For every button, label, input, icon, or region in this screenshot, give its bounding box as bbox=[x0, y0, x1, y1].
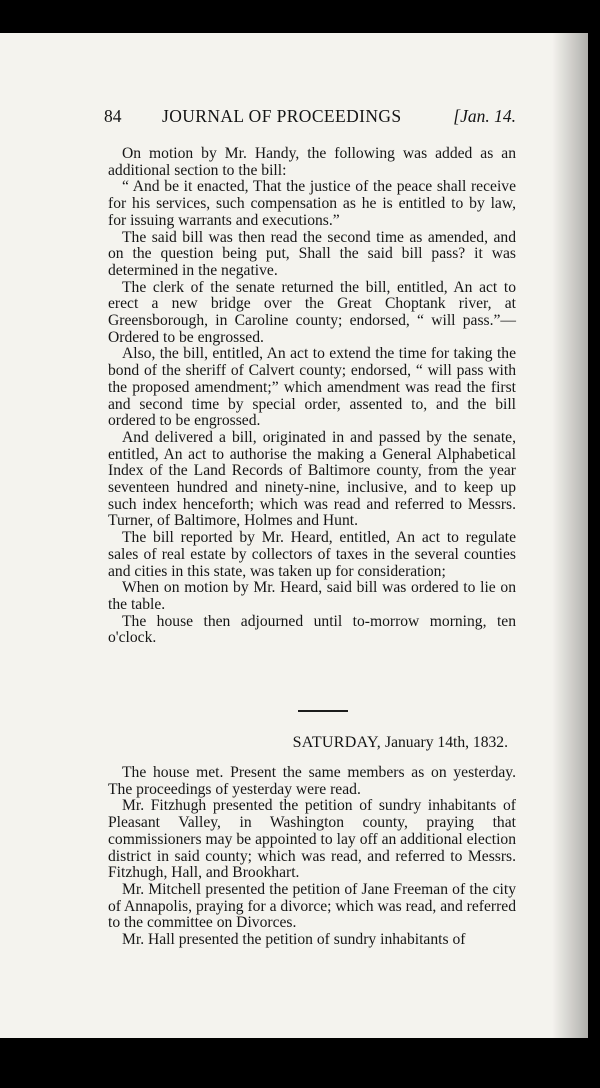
proceedings-text-after bbox=[108, 765, 516, 949]
date-heading-day: SATURDAY, bbox=[292, 734, 382, 751]
running-title: JOURNAL OF PROCEEDINGS bbox=[162, 106, 402, 126]
paragraph: The house met. Present the same members as on yesterday. The proceedings of yesterday were read. bbox=[108, 764, 516, 798]
paragraph: Also, the bill, entitled, An act to extend the time for taking the bond of the sheriff of Calvert county; endorsed, “ will pass with the proposed amendment;” which amendment was read the first and second time by special order, assented to, and the bill ordered to be engrossed. bbox=[108, 345, 516, 430]
date-heading-date: January 14th, 1832. bbox=[385, 734, 508, 751]
paragraph: Mr. Mitchell presented the petition of Jane Freeman of the city of Annapolis, praying for a divorce; which was read, and referred to the committee on Divorces. bbox=[108, 880, 516, 932]
paragraph: Mr. Hall presented the petition of sundry inhabitants of bbox=[122, 931, 466, 949]
paragraph: The house then adjourned until to-morrow morning, ten o'clock. bbox=[108, 612, 516, 647]
page-number: 84 bbox=[104, 106, 122, 126]
paragraph: The said bill was then read the second time as amended, and on the question being put, Shall the said bill pass? it was determined in the negative. bbox=[108, 228, 516, 279]
paragraph: Mr. Fitzhugh presented the petition of sundry inhabitants of Pleasant Valley, in Washington county, praying that commissioners may be appointed to lay off an additional election district in said county; which was read, and referred to Messrs. Fitzhugh, Hall, and Brookhart. bbox=[108, 797, 516, 882]
paragraph: On motion by Mr. Handy, the following was added as an additional section to the bill: bbox=[108, 145, 516, 179]
book-page bbox=[0, 33, 588, 1038]
paragraph: “ And be it enacted, That the justice of the peace shall receive for his services, such compensation as he is entitled to by law, for issuing warrants and executions.” bbox=[108, 178, 516, 229]
section-divider bbox=[298, 710, 348, 712]
running-header bbox=[104, 106, 516, 130]
proceedings-text-before bbox=[108, 146, 516, 647]
paragraph: The bill reported by Mr. Heard, entitled, An act to regulate sales of real estate by collectors of taxes in the several counties and cities in this state, was taken up for consideration; bbox=[108, 529, 516, 580]
date-heading bbox=[108, 734, 508, 752]
page-edge-shadow bbox=[552, 33, 588, 1038]
paragraph: And delivered a bill, originated in and passed by the senate, entitled, An act to authorise the making a General Alphabetical Index of the Land Records of Baltimore county, from the year seventeen hundred and ninety-nine, inclusive, and to keep up such index henceforth; which was read and referred to Messrs. Turner, of Baltimore, Holmes and Hunt. bbox=[108, 428, 516, 530]
running-date: [Jan. 14. bbox=[453, 106, 516, 126]
paragraph: When on motion by Mr. Heard, said bill was ordered to lie on the table. bbox=[108, 579, 516, 613]
paragraph: The clerk of the senate returned the bill, entitled, An act to erect a new bridge over the Great Choptank river, at Greensborough, in Caroline county; endorsed, “ will pass.”—Ordered to be engrossed. bbox=[108, 278, 516, 346]
